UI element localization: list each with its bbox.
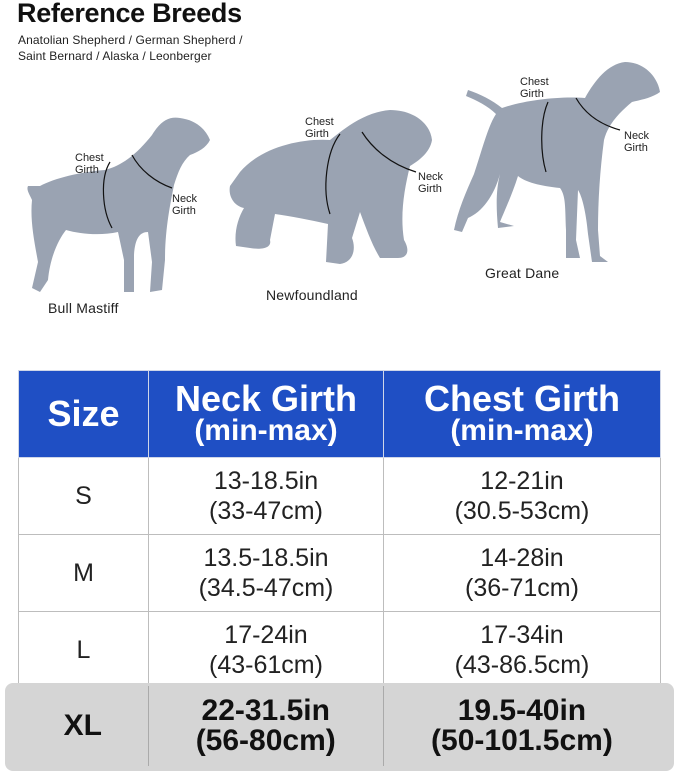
chest-girth-column-header: Chest Girth (min-max) [384, 371, 661, 458]
great-dane-silhouette [454, 62, 660, 262]
newfoundland-chest-label: Chest Girth [305, 116, 334, 140]
great-dane-chest-label: Chest Girth [520, 76, 549, 100]
chest-girth-cell: 17-34in (43-86.5cm) [384, 612, 661, 689]
page-title: Reference Breeds [17, 0, 242, 28]
neck-girth-cell: 13.5-18.5in (34.5-47cm) [149, 535, 384, 612]
bull-mastiff-chest-label: Chest Girth [75, 152, 104, 176]
neck-girth-column-header: Neck Girth (min-max) [149, 371, 384, 458]
great-dane-neck-label: Neck Girth [624, 130, 650, 154]
chest-girth-cell: 12-21in (30.5-53cm) [384, 458, 661, 535]
size-cell: XL [63, 709, 102, 742]
table-row [19, 458, 661, 535]
size-cell: S [19, 458, 149, 535]
newfoundland-neck-label: Neck Girth [418, 171, 444, 195]
size-chart-table [18, 370, 661, 689]
table-row [19, 535, 661, 612]
size-cell: M [19, 535, 149, 612]
size-column-header: Size [19, 371, 149, 458]
breed-list-line-1: Anatolian Shepherd / German Shepherd / [18, 33, 243, 47]
bull-mastiff-neck-label: Neck Girth [172, 193, 198, 217]
breed-list-line-2: Saint Bernard / Alaska / Leonberger [18, 49, 212, 63]
neck-girth-cell: 13-18.5in (33-47cm) [149, 458, 384, 535]
newfoundland-label: Newfoundland [266, 287, 358, 303]
chest-girth-cell: 19.5-40in (50-101.5cm) [383, 686, 660, 766]
table-row-highlighted [18, 686, 660, 766]
great-dane-label: Great Dane [485, 265, 560, 281]
neck-girth-cell: 22-31.5in (56-80cm) [148, 686, 383, 766]
chest-girth-cell: 14-28in (36-71cm) [384, 535, 661, 612]
size-cell: L [19, 612, 149, 689]
neck-girth-cell: 17-24in (43-61cm) [149, 612, 384, 689]
table-row [19, 612, 661, 689]
table-header-row [19, 371, 661, 458]
bull-mastiff-label: Bull Mastiff [48, 300, 119, 316]
